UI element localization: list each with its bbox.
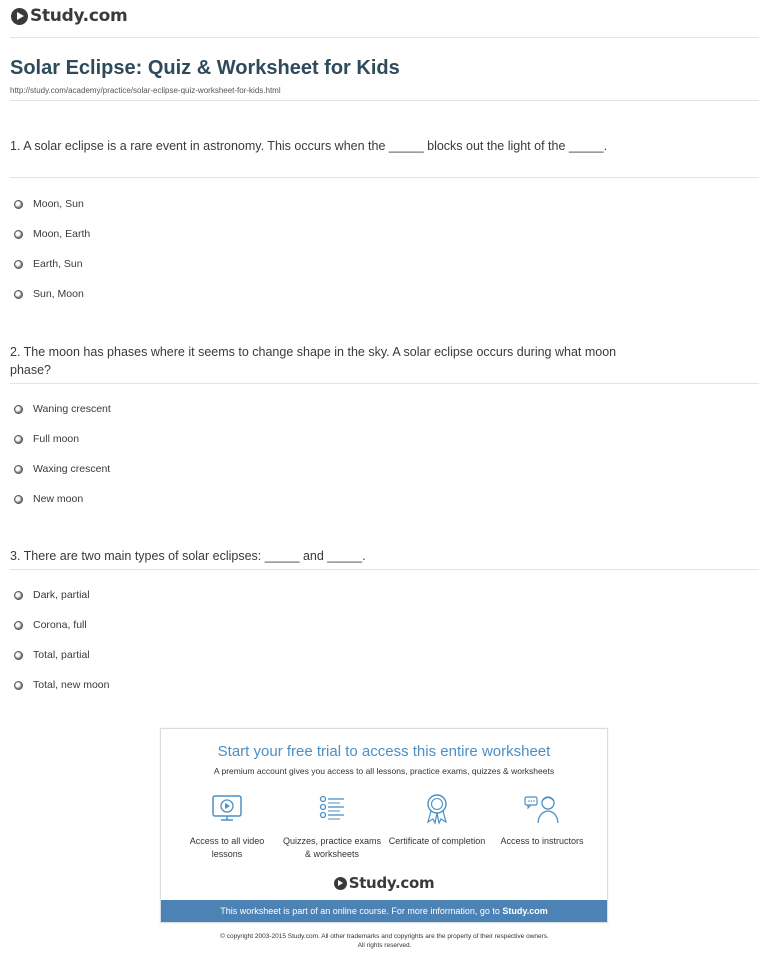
certificate-icon bbox=[419, 793, 455, 825]
radio-icon[interactable] bbox=[14, 230, 23, 239]
answer-option[interactable] bbox=[14, 433, 79, 445]
feature-label: Access to all video lessons bbox=[189, 836, 265, 859]
answer-option[interactable] bbox=[14, 589, 90, 601]
answer-option[interactable] bbox=[14, 228, 90, 240]
radio-icon[interactable] bbox=[14, 405, 23, 414]
logo-text: Study.com bbox=[30, 6, 128, 26]
promo-info-bar bbox=[161, 900, 607, 922]
option-label: Waning crescent bbox=[33, 403, 111, 415]
study-logo[interactable] bbox=[11, 6, 127, 26]
play-logo-icon bbox=[334, 877, 347, 890]
promo-study-logo[interactable] bbox=[161, 874, 607, 892]
feature-certificate bbox=[387, 793, 487, 848]
question-divider bbox=[10, 569, 759, 570]
feature-instructors bbox=[492, 793, 592, 848]
answer-option[interactable] bbox=[14, 679, 109, 691]
question-1: 1. A solar eclipse is a rare event in astronomy. This occurs when the _____ blocks out the light of the _____. bbox=[10, 139, 608, 153]
radio-icon[interactable] bbox=[14, 465, 23, 474]
option-label: Earth, Sun bbox=[33, 258, 83, 270]
radio-icon[interactable] bbox=[14, 681, 23, 690]
option-label: New moon bbox=[33, 493, 84, 505]
option-label: Full moon bbox=[33, 433, 80, 445]
answer-option[interactable] bbox=[14, 649, 90, 661]
answer-option[interactable] bbox=[14, 463, 110, 475]
answer-option[interactable] bbox=[14, 198, 84, 210]
option-label: Total, new moon bbox=[33, 679, 110, 691]
option-label: Waxing crescent bbox=[33, 463, 111, 475]
feature-label: Access to instructors bbox=[500, 836, 584, 846]
radio-icon[interactable] bbox=[14, 200, 23, 209]
answer-option[interactable] bbox=[14, 288, 84, 300]
option-label: Dark, partial bbox=[33, 589, 90, 601]
video-lesson-icon bbox=[209, 793, 245, 825]
quiz-list-icon bbox=[314, 793, 350, 825]
option-label: Moon, Sun bbox=[33, 198, 84, 210]
radio-icon[interactable] bbox=[14, 651, 23, 660]
promo-bar-text: This worksheet is part of an online course. For more information, go to bbox=[220, 906, 503, 916]
page-title: Solar Eclipse: Quiz & Worksheet for Kids bbox=[10, 57, 400, 79]
copyright-text: © copyright 2003-2015 Study.com. All other trademarks and copyrights are the property of their respective owners. bbox=[220, 933, 549, 940]
answer-option[interactable] bbox=[14, 403, 111, 415]
question-2: 2. The moon has phases where it seems to change shape in the sky. A solar eclipse occurs during what moon phase? bbox=[10, 345, 617, 377]
rights-text: All rights reserved. bbox=[357, 942, 412, 949]
free-trial-promo[interactable] bbox=[160, 728, 608, 923]
answer-option[interactable] bbox=[14, 258, 83, 270]
option-label: Moon, Earth bbox=[33, 228, 91, 240]
title-divider bbox=[10, 100, 759, 101]
question-divider bbox=[10, 383, 759, 384]
feature-video-lessons bbox=[177, 793, 277, 861]
question-3: 3. There are two main types of solar eclipses: _____ and _____. bbox=[10, 549, 366, 563]
radio-icon[interactable] bbox=[14, 591, 23, 600]
option-label: Sun, Moon bbox=[33, 288, 84, 300]
copyright-footer bbox=[0, 932, 769, 950]
radio-icon[interactable] bbox=[14, 621, 23, 630]
option-label: Total, partial bbox=[33, 649, 90, 661]
instructor-icon bbox=[522, 793, 562, 825]
header-divider bbox=[10, 37, 759, 38]
promo-subheadline: A premium account gives you access to all lessons, practice exams, quizzes & worksheets bbox=[213, 766, 555, 776]
play-logo-icon bbox=[11, 8, 28, 25]
feature-quizzes bbox=[282, 793, 382, 861]
study-link[interactable]: Study.com bbox=[502, 906, 548, 916]
promo-headline[interactable]: Start your free trial to access this entire worksheet bbox=[217, 743, 551, 760]
option-label: Corona, full bbox=[33, 619, 87, 631]
feature-label: Certificate of completion bbox=[388, 836, 486, 846]
answer-option[interactable] bbox=[14, 619, 87, 631]
feature-label: Quizzes, practice exams & worksheets bbox=[282, 836, 382, 859]
question-divider bbox=[10, 177, 759, 178]
logo-text: Study.com bbox=[348, 874, 435, 892]
radio-icon[interactable] bbox=[14, 495, 23, 504]
radio-icon[interactable] bbox=[14, 435, 23, 444]
radio-icon[interactable] bbox=[14, 260, 23, 269]
page-url[interactable]: http://study.com/academy/practice/solar-eclipse-quiz-worksheet-for-kids.html bbox=[10, 86, 281, 95]
answer-option[interactable] bbox=[14, 493, 83, 505]
radio-icon[interactable] bbox=[14, 290, 23, 299]
